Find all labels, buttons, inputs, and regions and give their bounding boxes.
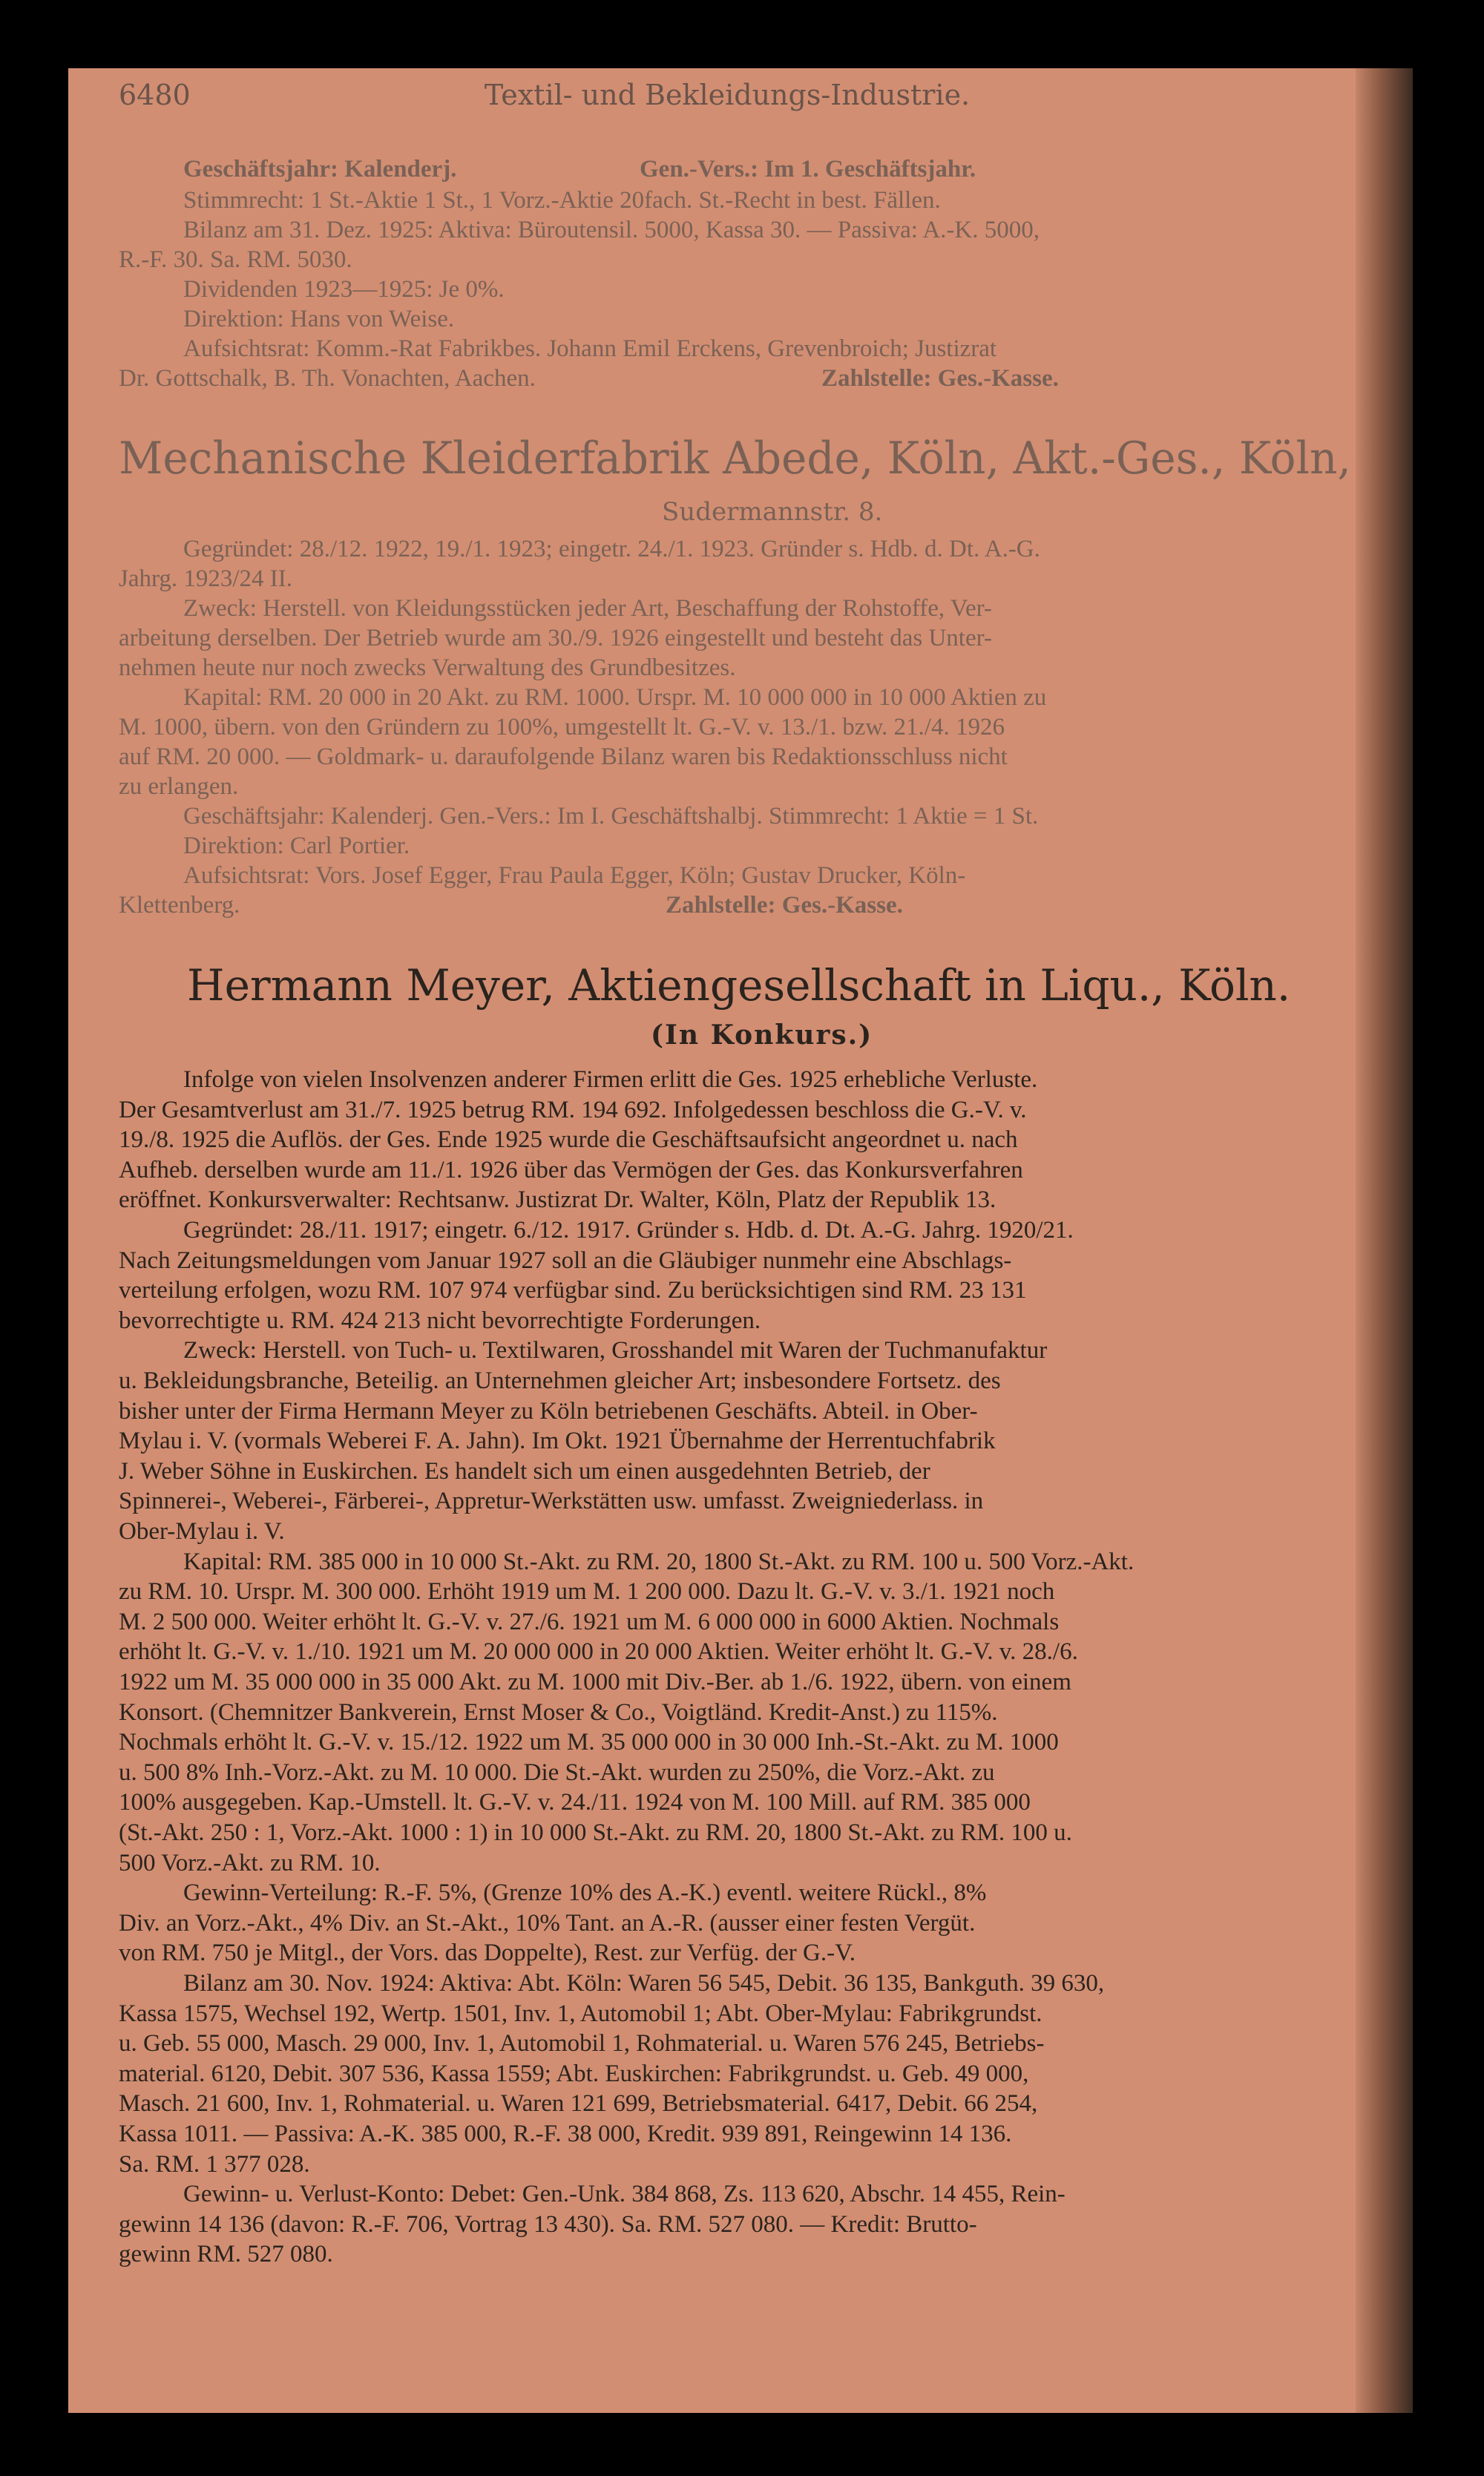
meyer-line: 19./8. 1925 die Auflös. der Ges. Ende 1925 wurde die Geschäftsaufsicht angeordnet u. nach: [119, 1126, 1018, 1153]
company-address-mechanische: Sudermannstr. 8.: [662, 497, 883, 527]
meyer-line: material. 6120, Debit. 307 536, Kassa 1559; Abt. Euskirchen: Fabrikgrundst. u. Geb. 49 000,: [119, 2060, 1029, 2087]
meyer-line: Kassa 1575, Wechsel 192, Wertp. 1501, Inv. 1, Automobil 1; Abt. Ober-Mylau: Fabrikgrundst.: [119, 2000, 1043, 2027]
mech-geschaeftsjahr: Geschäftsjahr: Kalenderj. Gen.-Vers.: Im I. Geschäftshalbj. Stimmrecht: 1 Aktie = 1 St.: [183, 803, 1039, 830]
meyer-line: eröffnet. Konkursverwalter: Rechtsanw. Justizrat Dr. Walter, Köln, Platz der Republik 13.: [119, 1186, 997, 1213]
meyer-line: Masch. 21 600, Inv. 1, Rohmaterial. u. Waren 121 699, Betriebsmaterial. 6417, Debit. 66 254,: [119, 2090, 1038, 2117]
meyer-line: Nochmals erhöht lt. G.-V. v. 15./12. 1922 um M. 35 000 000 in 30 000 Inh.-St.-Akt. zu M. 1000: [119, 1729, 1059, 1756]
meyer-line: 1922 um M. 35 000 000 in 35 000 Akt. zu M. 1000 mit Div.-Ber. ab 1./6. 1922, übern. von einem: [119, 1669, 1071, 1695]
mech-jahrg: Jahrg. 1923/24 II.: [119, 565, 293, 592]
top-dividenden: Dividenden 1923—1925: Je 0%.: [183, 276, 505, 303]
meyer-line: Mylau i. V. (vormals Weberei F. A. Jahn). Im Okt. 1921 Übernahme der Herrentuchfabrik: [119, 1428, 996, 1454]
meyer-line: Kassa 1011. — Passiva: A.-K. 385 000, R.-F. 38 000, Kredit. 939 891, Reingewinn 14 136.: [119, 2121, 1012, 2147]
page-number: 6480: [119, 79, 191, 111]
mech-kapital-4: zu erlangen.: [119, 773, 239, 800]
meyer-line: J. Weber Söhne in Euskirchen. Es handelt sich um einen ausgedehnten Betrieb, der: [119, 1458, 930, 1485]
meyer-line: (St.-Akt. 250 : 1, Vorz.-Akt. 1000 : 1) in 10 000 St.-Akt. zu RM. 20, 1800 St.-Akt. zu RM. 100 u.: [119, 1819, 1072, 1846]
top-stimmrecht: Stimmrecht: 1 St.-Aktie 1 St., 1 Vorz.-Aktie 20fach. St.-Recht in best. Fällen.: [183, 187, 941, 214]
meyer-line: Kapital: RM. 385 000 in 10 000 St.-Akt. zu RM. 20, 1800 St.-Akt. zu RM. 100 u. 500 Vorz.-Akt.: [183, 1549, 1135, 1575]
meyer-line: Sa. RM. 1 377 028.: [119, 2151, 310, 2178]
meyer-line: zu RM. 10. Urspr. M. 300 000. Erhöht 1919 um M. 1 200 000. Dazu lt. G.-V. v. 3./1. 1921 noch: [119, 1578, 1055, 1605]
top-aufsichtsrat-cont: Dr. Gottschalk, B. Th. Vonachten, Aachen.: [119, 365, 536, 392]
mech-zweck-3: nehmen heute nur noch zwecks Verwaltung des Grundbesitzes.: [119, 654, 736, 681]
mech-zahlstelle: Zahlstelle: Ges.-Kasse.: [666, 892, 903, 919]
meyer-line: u. 500 8% Inh.-Vorz.-Akt. zu M. 10 000. Die St.-Akt. wurden zu 250%, die Vorz.-Akt. zu: [119, 1759, 995, 1786]
top-direktion: Direktion: Hans von Weise.: [183, 306, 455, 332]
meyer-line: Gewinn- u. Verlust-Konto: Debet: Gen.-Unk. 384 868, Zs. 113 620, Abschr. 14 455, Rein-: [183, 2181, 1066, 2207]
company-title-mechanische: Mechanische Kleiderfabrik Abede, Köln, Akt.-Ges., Köln,: [119, 433, 1351, 485]
meyer-line: Ober-Mylau i. V.: [119, 1518, 285, 1545]
meyer-line: Konsort. (Chemnitzer Bankverein, Ernst Moser & Co., Voigtländ. Kredit-Anst.) zu 115%.: [119, 1699, 998, 1726]
meyer-line: Spinnerei-, Weberei-, Färberei-, Appretur-Werkstätten usw. umfasst. Zweigniederlass. in: [119, 1488, 984, 1514]
meyer-line: 100% ausgegeben. Kap.-Umstell. lt. G.-V. v. 24./11. 1924 von M. 100 Mill. auf RM. 385 000: [119, 1789, 1031, 1816]
book-spine-shadow: [1356, 68, 1413, 2413]
meyer-line: Der Gesamtverlust am 31./7. 1925 betrug RM. 194 692. Infolgedessen beschloss die G.-V. v.: [119, 1097, 1027, 1123]
top-gen-vers: Gen.-Vers.: Im 1. Geschäftsjahr.: [640, 156, 976, 183]
top-bilanz: Bilanz am 31. Dez. 1925: Aktiva: Büroutensil. 5000, Kassa 30. — Passiva: A.-K. 5000,: [183, 217, 1040, 243]
mech-kapital: Kapital: RM. 20 000 in 20 Akt. zu RM. 1000. Urspr. M. 10 000 000 in 10 000 Aktien zu: [183, 684, 1047, 711]
meyer-line: Infolge von vielen Insolvenzen anderer Firmen erlitt die Ges. 1925 erhebliche Verluste.: [183, 1066, 1038, 1093]
mech-aufsichtsrat: Aufsichtsrat: Vors. Josef Egger, Frau Paula Egger, Köln; Gustav Drucker, Köln-: [183, 862, 966, 889]
meyer-line: M. 2 500 000. Weiter erhöht lt. G.-V. v. 27./6. 1921 um M. 6 000 000 in 6000 Aktien. Nochmals: [119, 1609, 1060, 1635]
mech-zweck-2: arbeitung derselben. Der Betrieb wurde am 30./9. 1926 eingestellt und besteht das Unter-: [119, 625, 992, 651]
meyer-line: Gewinn-Verteilung: R.-F. 5%, (Grenze 10% des A.-K.) eventl. weitere Rückl., 8%: [183, 1879, 987, 1906]
top-zahlstelle: Zahlstelle: Ges.-Kasse.: [821, 365, 1059, 392]
mech-kapital-3: auf RM. 20 000. — Goldmark- u. daraufolgende Bilanz waren bis Redaktionsschluss nicht: [119, 743, 1008, 770]
top-bilanz-cont: R.-F. 30. Sa. RM. 5030.: [119, 246, 352, 273]
meyer-line: Zweck: Herstell. von Tuch- u. Textilwaren, Grosshandel mit Waren der Tuchmanufaktur: [183, 1337, 1048, 1364]
meyer-line: Aufheb. derselben wurde am 11./1. 1926 über das Vermögen der Ges. das Konkursverfahren: [119, 1157, 1023, 1183]
page-header: [119, 79, 1336, 123]
meyer-line: Gegründet: 28./11. 1917; eingetr. 6./12. 1917. Gründer s. Hdb. d. Dt. A.-G. Jahrg. 1920/21.: [183, 1217, 1074, 1244]
mech-gegruendet: Gegründet: 28./12. 1922, 19./1. 1923; eingetr. 24./1. 1923. Gründer s. Hdb. d. Dt. A.-G.: [183, 536, 1040, 562]
top-geschaeftsjahr: Geschäftsjahr: Kalenderj.: [183, 156, 457, 183]
meyer-line: gewinn RM. 527 080.: [119, 2241, 333, 2268]
meyer-line: Div. an Vorz.-Akt., 4% Div. an St.-Akt., 10% Tant. an A.-R. (ausser einer festen Vergüt.: [119, 1910, 976, 1937]
meyer-line: bisher unter der Firma Hermann Meyer zu Köln betriebenen Geschäfts. Abteil. in Ober-: [119, 1398, 978, 1425]
meyer-line: 500 Vorz.-Akt. zu RM. 10.: [119, 1850, 381, 1876]
meyer-line: von RM. 750 je Mitgl., der Vors. das Doppelte), Rest. zur Verfüg. der G.-V.: [119, 1940, 856, 1966]
meyer-line: u. Geb. 55 000, Masch. 29 000, Inv. 1, Automobil 1, Rohmaterial. u. Waren 576 245, Betriebs-: [119, 2030, 1045, 2057]
running-head: Textil- und Bekleidungs-Industrie.: [484, 79, 971, 111]
meyer-line: Bilanz am 30. Nov. 1924: Aktiva: Abt. Köln: Waren 56 545, Debit. 36 135, Bankguth. 39 630,: [183, 1970, 1105, 1997]
meyer-line: gewinn 14 136 (davon: R.-F. 706, Vortrag 13 430). Sa. RM. 527 080. — Kredit: Brutto-: [119, 2211, 977, 2238]
mech-aufsichtsrat-2: Klettenberg.: [119, 892, 240, 919]
company-status-meyer: (In Konkurs.): [651, 1019, 873, 1051]
meyer-line: bevorrechtigte u. RM. 424 213 nicht bevorrechtigte Forderungen.: [119, 1307, 761, 1334]
mech-direktion: Direktion: Carl Portier.: [183, 833, 410, 859]
mech-kapital-2: M. 1000, übern. von den Gründern zu 100%, umgestellt lt. G.-V. v. 13./1. bzw. 21./4. 1926: [119, 714, 1005, 740]
document-page: [68, 68, 1413, 2413]
company-title-meyer: Hermann Meyer, Aktiengesellschaft in Liqu., Köln.: [187, 960, 1291, 1011]
top-aufsichtsrat: Aufsichtsrat: Komm.-Rat Fabrikbes. Johann Emil Erckens, Grevenbroich; Justizrat: [183, 335, 997, 362]
meyer-line: Nach Zeitungsmeldungen vom Januar 1927 soll an die Gläubiger nunmehr eine Abschlags-: [119, 1247, 1012, 1274]
meyer-line: erhöht lt. G.-V. v. 1./10. 1921 um M. 20 000 000 in 20 000 Aktien. Weiter erhöht lt. G.-V. v. 28./6.: [119, 1638, 1078, 1665]
meyer-line: u. Bekleidungsbranche, Beteilig. an Unternehmen gleicher Art; insbesondere Fortsetz. des: [119, 1367, 1001, 1394]
meyer-line: verteilung erfolgen, wozu RM. 107 974 verfügbar sind. Zu berücksichtigen sind RM. 23 131: [119, 1277, 1027, 1304]
mech-zweck: Zweck: Herstell. von Kleidungsstücken jeder Art, Beschaffung der Rohstoffe, Ver-: [183, 595, 992, 622]
